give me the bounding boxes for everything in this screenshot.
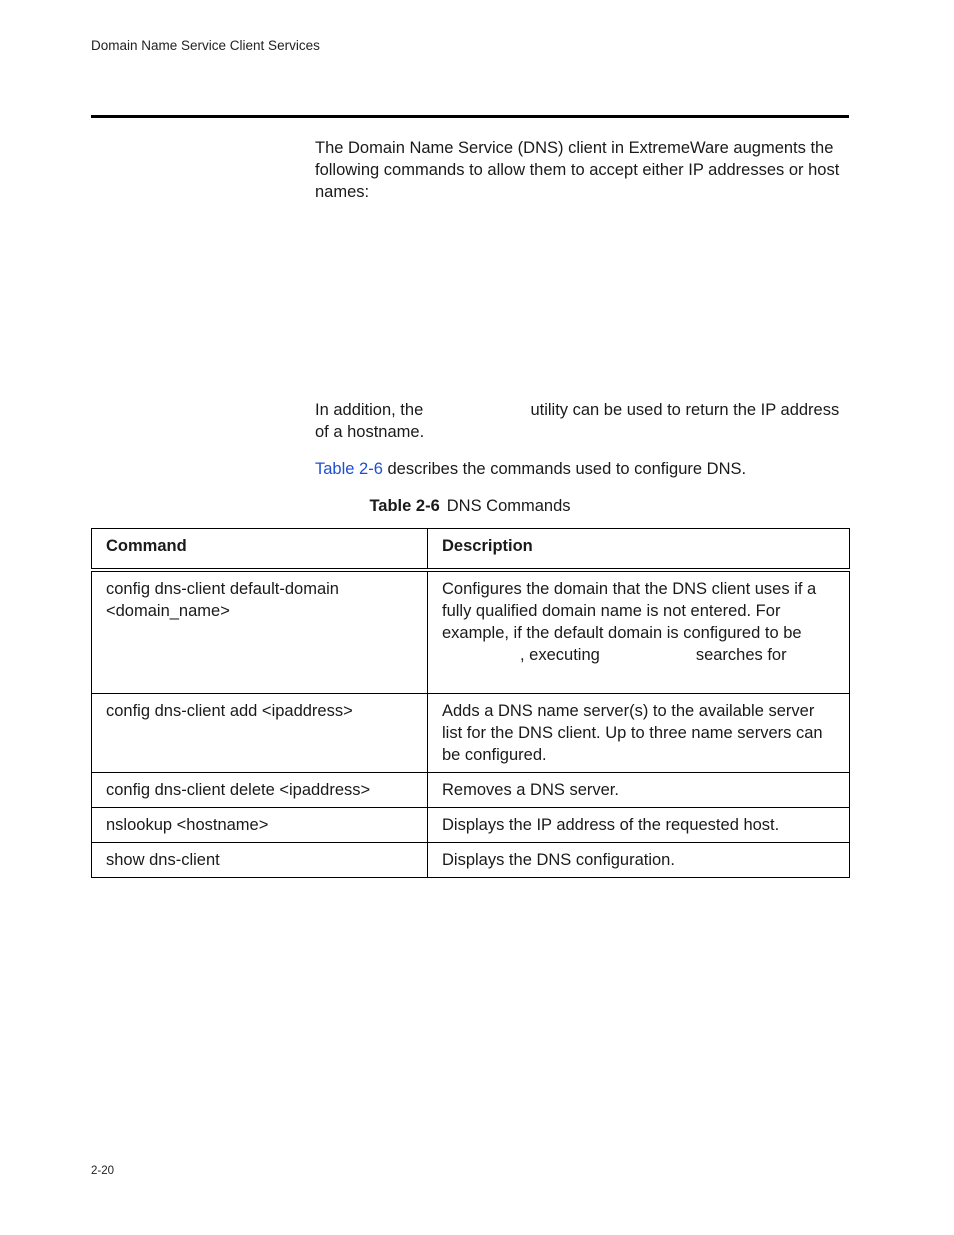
command-cell: config dns-client default-domain <domain_name> (92, 570, 428, 694)
command-cell: nslookup <hostname> (92, 808, 428, 843)
dns-commands-table (91, 528, 850, 878)
header-rule (91, 115, 849, 118)
table-reference-paragraph (315, 458, 850, 480)
table-caption (91, 495, 849, 517)
command-cell: config dns-client add <ipaddress> (92, 694, 428, 773)
page-number: 2-20 (91, 1165, 115, 1177)
table-row (92, 843, 850, 878)
running-header: Domain Name Service Client Services (91, 38, 320, 53)
description-cell (428, 570, 850, 694)
intro-paragraph: The Domain Name Service (DNS) client in ExtremeWare augments the following commands to allow them to accept either IP addresses or host names: (315, 139, 840, 201)
table-caption-label: Table 2-6 (369, 497, 440, 515)
description-cell: Displays the DNS configuration. (428, 843, 850, 878)
table-row (92, 773, 850, 808)
command-cell: show dns-client (92, 843, 428, 878)
addition-paragraph (315, 399, 850, 443)
table-header-row (92, 529, 850, 571)
description-cell: Removes a DNS server. (428, 773, 850, 808)
column-header-description: Description (428, 529, 850, 571)
table-row (92, 808, 850, 843)
command-cell: config dns-client delete <ipaddress> (92, 773, 428, 808)
description-text: Configures the domain that the DNS client uses if a fully qualified domain name is not entered. For example, if the default domain is configured to be (442, 580, 817, 642)
addition-text-end: utility can be used to return the IP address of a hostname. (315, 401, 840, 441)
column-header-command: Command (92, 529, 428, 571)
description-cell: Adds a DNS name server(s) to the available server list for the DNS client. Up to three name servers can be configured. (428, 694, 850, 773)
table-2-6-link[interactable]: Table 2-6 (315, 460, 383, 478)
description-text: searches for (695, 646, 787, 664)
description-text: , executing (520, 646, 600, 664)
table-caption-title: DNS Commands (446, 497, 571, 515)
table-row (92, 694, 850, 773)
table-row (92, 570, 850, 694)
description-cell: Displays the IP address of the requested host. (428, 808, 850, 843)
table-reference-text: describes the commands used to configure DNS. (382, 460, 747, 478)
addition-text-start: In addition, the (315, 401, 424, 419)
